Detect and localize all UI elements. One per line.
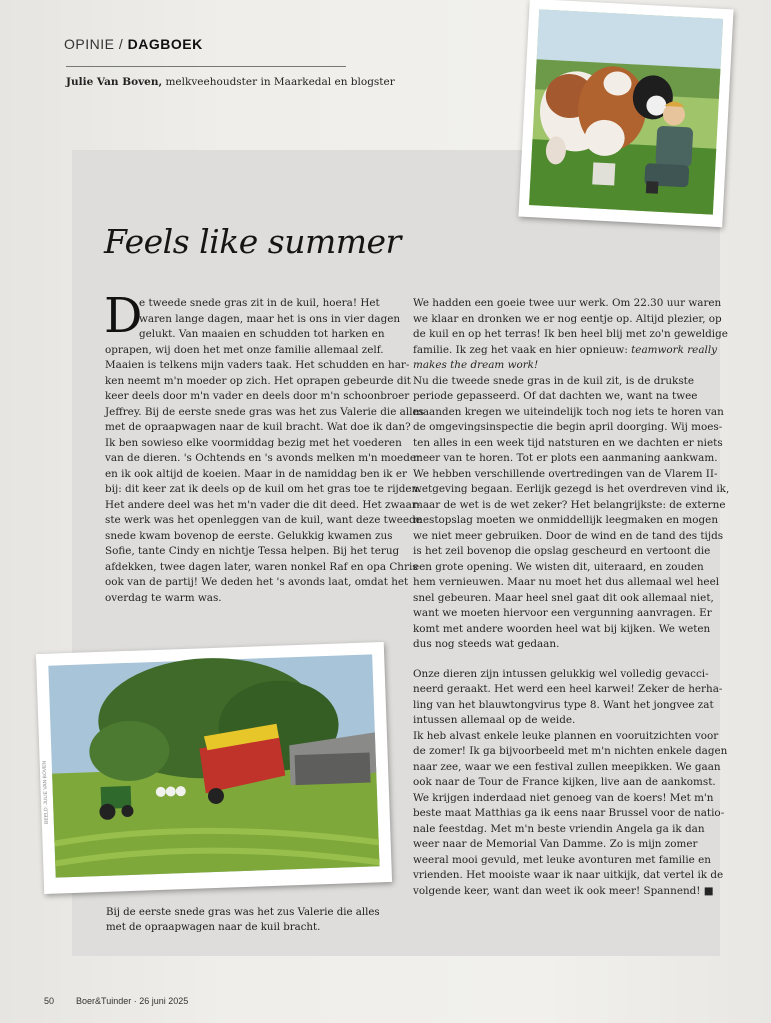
- text-line: afdekken, twee dagen later, waren nonkel Raf en opa Chris: [105, 560, 418, 573]
- text-line: ten alles in een week tijd natsturen en we dachten er niets: [413, 436, 723, 449]
- subsection-label: DAGBOEK: [127, 36, 203, 52]
- article-column-right: [413, 296, 730, 899]
- text-line: ook van de partij! We deden het 's avonds laat, omdat het: [105, 576, 409, 588]
- author-name: Julie Van Boven,: [66, 76, 163, 88]
- text-line: We krijgen inderdaad niet genoeg van de koers! Met m'n: [413, 791, 714, 804]
- section-label: OPINIE: [64, 36, 115, 52]
- text-span: familie. Ik zeg het vaak en hier opnieuw:: [413, 343, 632, 356]
- text-line: e tweede snede gras zit in de kuil, hoera! Het: [139, 297, 380, 309]
- text-line: wetgeving begaan. Eerlijk gezegd is het overdreven vind ik,: [413, 483, 730, 495]
- text-line: volgende keer, want dan weet ik ook meer! Spannend! ■: [413, 884, 714, 897]
- text-line: maar de wet is de wet zeker? Het belangrijkste: de externe: [413, 498, 726, 511]
- article-title: Feels like summer: [104, 222, 401, 261]
- text-line: Ik heb alvast enkele leuke plannen en vooruitzichten voor: [413, 729, 719, 742]
- text-line: is het zeil bovenop die opslag gescheurd en vertoont die: [413, 545, 711, 557]
- text-line: de zomer! Ik ga bijvoorbeeld met m'n nichten enkele dagen: [413, 745, 728, 757]
- text-line: ook naar de Tour de France kijken, live aan de aankomst.: [413, 776, 716, 788]
- text-line: een grote opening. We wisten dit, uiteraard, en zouden: [413, 560, 704, 573]
- header-divider: [66, 66, 346, 67]
- text-line: periode gepasseerd. Of dat dachten we, want na twee: [413, 390, 698, 402]
- text-line: de kuil en op het terras! Ik ben heel blij met zo'n geweldige: [413, 328, 728, 340]
- text-line: bij: dit keer zat ik deels op de kuil om het gras toe te rijden.: [105, 483, 422, 495]
- section-header: [64, 36, 203, 52]
- cows-farmer-image: [518, 0, 733, 227]
- text-line: intussen allemaal op de weide.: [413, 714, 576, 726]
- text-line: oprapen, wij doen het met onze familie allemaal zelf.: [105, 343, 384, 356]
- text-line: [413, 358, 709, 374]
- text-line: Nu die tweede snede gras in de kuil zit, is de drukste: [413, 374, 694, 387]
- text-line: weeral mooi gevuld, met leuke avonturen met familie en: [413, 853, 711, 866]
- drop-cap: D: [104, 288, 143, 344]
- text-line: we klaar en dronken we er nog eentje op. Altijd plezier, op: [413, 312, 722, 325]
- text-line: komt met andere woorden heel wat bij kijken. We weten: [413, 622, 711, 635]
- text-line: Maaien is telkens mijn vaders taak. Het schudden en har-: [105, 359, 410, 371]
- text-line: mestopslag moeten we onmiddellijk leegmaken en mogen: [413, 514, 719, 526]
- page-number: 50: [44, 996, 55, 1006]
- text-line: Onze dieren zijn intussen gelukkig wel volledig gevacci-: [413, 667, 709, 680]
- photo-cows-farmer: [518, 0, 733, 227]
- text-line: en ik ook altijd de koeien. Maar in de namiddag ben ik er: [105, 467, 408, 480]
- section-separator: /: [118, 36, 124, 52]
- italic-text: makes the dream work!: [413, 359, 539, 371]
- text-line: waren lange dagen, maar het is ons in vier dagen: [139, 312, 401, 325]
- text-line: gelukt. Van maaien en schudden tot harken en: [139, 328, 385, 340]
- text-line: neerd geraakt. Het werd een heel karwei! Zeker de herha-: [413, 683, 723, 695]
- text-line: ste werk was het openleggen van de kuil, want deze tweede: [105, 514, 422, 526]
- text-line: we niet meer gebruiken. Door de wind en de tand des tijds: [413, 529, 724, 542]
- caption-line: Bij de eerste snede gras was het zus Valerie die alles: [106, 907, 380, 918]
- author-role: melkveehoudster in Maarkedal en blogster: [162, 76, 395, 88]
- text-line: We hebben verschillende overtredingen van de Vlarem II-: [413, 467, 718, 480]
- text-line: Ik ben sowieso elke voormiddag bezig met het voederen: [105, 436, 402, 449]
- text-line: ling van het blauwtongvirus type 8. Want het jongvee zat: [413, 698, 714, 711]
- photo-caption: [106, 905, 386, 935]
- text-line: met de opraapwagen naar de kuil bracht. Wat doe ik dan?: [105, 421, 411, 433]
- caption-line: met de opraapwagen naar de kuil bracht.: [106, 922, 321, 933]
- text-line: keer deels door m'n vader en deels door m'n schoonbroer: [105, 390, 410, 402]
- article-column-left: [105, 296, 424, 606]
- page-footer: [44, 996, 188, 1006]
- text-line: dus nog steeds wat gedaan.: [413, 638, 560, 650]
- text-line: Sofie, tante Cindy en nichtje Tessa helpen. Bij het terug: [105, 545, 400, 557]
- text-line: maanden kregen we uiteindelijk toch nog iets te horen van: [413, 405, 724, 418]
- text-line: snel gebeuren. Maar heel snel gaat dit ook allemaal niet,: [413, 591, 714, 604]
- text-line: overdag te warm was.: [105, 591, 222, 604]
- byline: [66, 76, 395, 88]
- text-line: vrienden. Het mooiste waar ik naar uitkijk, dat vertel ik de: [413, 869, 724, 881]
- italic-text: teamwork really: [631, 343, 718, 356]
- text-line: naar zee, waar we een festival zullen meepikken. We gaan: [413, 760, 721, 773]
- text-line: [413, 343, 718, 359]
- text-line: ken neemt m'n moeder op zich. Het oprapen gebeurde dit: [105, 374, 411, 387]
- text-line: Jeffrey. Bij de eerste snede gras was het zus Valerie die alles: [105, 405, 424, 418]
- text-line: weer naar de Memorial Van Damme. Zo is mijn zomer: [413, 838, 698, 850]
- publication-info: Boer&Tuinder · 26 juni 2025: [76, 996, 189, 1006]
- text-line: snede kwam bovenop de eerste. Gelukkig kwamen zus: [105, 529, 393, 542]
- text-line: hem vernieuwen. Maar nu moet het dus allemaal wel heel: [413, 576, 720, 588]
- text-line: want we moeten hiervoor een vergunning aanvragen. Er: [413, 607, 712, 619]
- harvest-image: [36, 642, 392, 894]
- photo-harvest: [36, 642, 392, 894]
- text-line: Het andere deel was het m'n vader die dit deed. Het zwaar-: [105, 498, 421, 511]
- text-line: van de dieren. 's Ochtends en 's avonds melken m'n moeder: [105, 452, 421, 464]
- text-line: nale feestdag. Met m'n beste vriendin Angela ga ik dan: [413, 822, 705, 835]
- photo-credit: BEELD: JULIE VAN BOVEN: [41, 760, 50, 824]
- text-line: de omgevingsinspectie die begin april doorging. Wij moes-: [413, 421, 723, 433]
- paragraph-gap: [413, 653, 709, 667]
- text-line: beste maat Matthias ga ik eens naar Brussel voor de natio-: [413, 807, 725, 819]
- text-line: meer van te horen. Tot er plots een aanmaning aankwam.: [413, 452, 718, 464]
- text-line: We hadden een goeie twee uur werk. Om 22.30 uur waren: [413, 297, 722, 309]
